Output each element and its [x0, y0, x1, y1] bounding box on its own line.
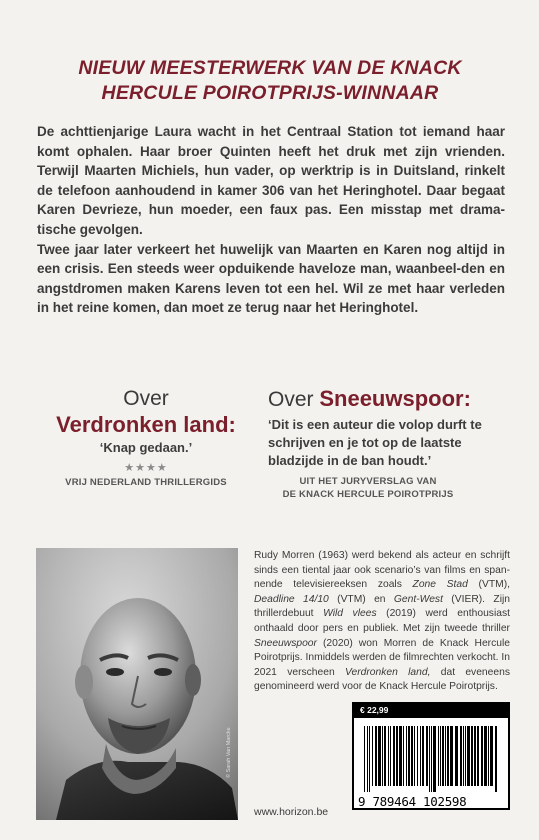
barcode-bar [367, 726, 368, 792]
review-right-source-line-1: UIT HET JURYVERSLAG VAN [299, 476, 437, 487]
barcode-bar [399, 726, 402, 786]
bio-title-deadline: Deadline 14/10 [254, 593, 329, 605]
barcode-bar [488, 726, 489, 786]
review-right-title: Sneeuwspoor: [319, 386, 471, 411]
barcode-bar [408, 726, 410, 786]
review-right-heading [268, 387, 508, 412]
barcode-bar [364, 726, 365, 792]
review-right-source-line-2: DE KNACK HERCULE POIROTPRIJS [282, 489, 454, 500]
barcode-bar [414, 726, 415, 786]
barcode-bar [403, 726, 404, 786]
bio-text-6: (2020) won Morren de Knack Hercule Poirotprijs. Inmiddels werden de filmrechten verkocht. In 2021 verscheen [254, 637, 510, 678]
barcode-bar [445, 726, 446, 786]
photo-credit: © Sarah Van Marcke [226, 727, 232, 778]
bio-title-wild-vlees: Wild vlees [323, 608, 377, 620]
headline-line-1: NIEUW MEESTERWERK VAN DE KNACK [78, 57, 462, 79]
barcode-bar [393, 726, 395, 786]
blurb [37, 122, 505, 318]
barcode-bar [375, 726, 377, 786]
barcode-bar [477, 726, 479, 786]
review-left-source: VRIJ NEDERLAND THRILLERGIDS [65, 477, 227, 488]
barcode-bar [442, 726, 444, 786]
barcode-bar [388, 726, 389, 786]
barcode-bar [440, 726, 441, 786]
headline [30, 56, 510, 106]
barcode-bar [484, 726, 487, 786]
barcode-bar [433, 726, 436, 792]
barcode-bar [471, 726, 473, 786]
bio-text-3: (VTM) en [328, 593, 394, 605]
barcode-bar [384, 726, 386, 786]
barcode-bar [369, 726, 370, 792]
barcode-bar [406, 726, 407, 786]
bio-title-zone-stad: Zone Stad [412, 579, 468, 591]
review-right-over: Over [268, 388, 320, 411]
bio-text-7: dat eveneens genomineerd werd voor de Knack Hercule Poirotprijs. [254, 666, 510, 693]
barcode-bar [422, 726, 424, 786]
bio-title-sneeuwspoor: Sneeuwspoor [254, 637, 317, 649]
barcode-bar [481, 726, 483, 786]
barcode-bar [495, 726, 497, 792]
author-photo [36, 548, 238, 820]
barcode-bar [390, 726, 391, 786]
barcode-bar [463, 726, 464, 786]
barcode-bar [474, 726, 476, 786]
barcode-bar [455, 726, 458, 786]
price-barcode-box [352, 702, 510, 810]
headline-line-2: HERCULE POIROTPRIJS-WINNAAR [101, 82, 439, 104]
bio-title-verdronken-land: Verdronken land, [344, 666, 431, 678]
bio-title-gent-west: Gent-West [393, 593, 443, 605]
review-sneeuwspoor [268, 387, 508, 501]
blurb-paragraph-2: Twee jaar later verkeert het huwelijk van Maarten en Karen nog altijd in een crisis. Een steeds weer opduikende haveloze man, waanbeel-den en angstdromen maken Karens leven tot een hel. Wil ze met haar verleden in het reine komen, dan moet ze terug naar het Heringhotel. [37, 241, 505, 316]
barcode-bar [396, 726, 398, 786]
barcode-bar [411, 726, 413, 786]
review-left-title: Verdronken land: [56, 412, 236, 437]
bio-text-5: (2019) werd enthousiast onthaald door pers en publiek. Met zijn tweede thriller [254, 608, 510, 634]
price-label: € 22,99 [360, 705, 389, 715]
blurb-paragraph-1: De achttienjarige Laura wacht in het Centraal Station tot iemand haar komt ophalen. Haar broer Quinten heeft het druk met zijn vrienden. Terwijl Maarten Michiels, hun vader, op werktrip is in Duitsland, rinkelt de telefoon aanhoudend in kamer 306 van het Heringhotel. Daar begaat Karen Devrieze, hun moeder, een faux pas. Een misstap met drama-tische gevolgen. [37, 124, 505, 237]
barcode-bar [431, 726, 432, 792]
barcode-bar [460, 726, 462, 786]
barcode-bar [467, 726, 470, 786]
barcode-bar [378, 726, 381, 786]
bio-text-4: (VIER). Zijn thrillerdebuut [254, 593, 510, 620]
barcode-bar [420, 726, 421, 786]
review-right-quote: ‘Dit is een auteur die volop durft te schrijven en je tot op de laatste bladzijde in de ban houdt.’ [268, 417, 482, 468]
barcode-bar [372, 726, 373, 786]
barcode-bar [429, 726, 430, 792]
author-bio [254, 549, 510, 695]
barcode [362, 726, 502, 792]
barcode-bar [417, 726, 418, 786]
publisher-website: www.horizon.be [254, 806, 329, 818]
review-right-source [268, 475, 468, 501]
bio-text-2: (VTM), [467, 579, 510, 591]
review-verdronken-land [38, 387, 254, 489]
barcode-bar [426, 726, 428, 786]
barcode-bar [438, 726, 439, 786]
barcode-bar [490, 726, 493, 786]
review-left-quote: ‘Knap gedaan.’ [99, 440, 193, 455]
price-bar [354, 704, 508, 718]
bio-text-1: Rudy Morren (1963) werd bekend als acteur en schrijft sinds een tiental jaar ook scenario’s van films en span-nende televisiereeksen zoals [254, 550, 510, 591]
review-left-over: Over [123, 387, 169, 410]
author-portrait-image [36, 548, 238, 820]
barcode-bar [450, 726, 453, 786]
barcode-bar [465, 726, 466, 786]
barcode-bar [382, 726, 383, 786]
isbn-number: 9 789464 102598 [358, 794, 467, 809]
rating-stars: ★★★★ [124, 462, 168, 474]
barcode-bar [447, 726, 449, 786]
